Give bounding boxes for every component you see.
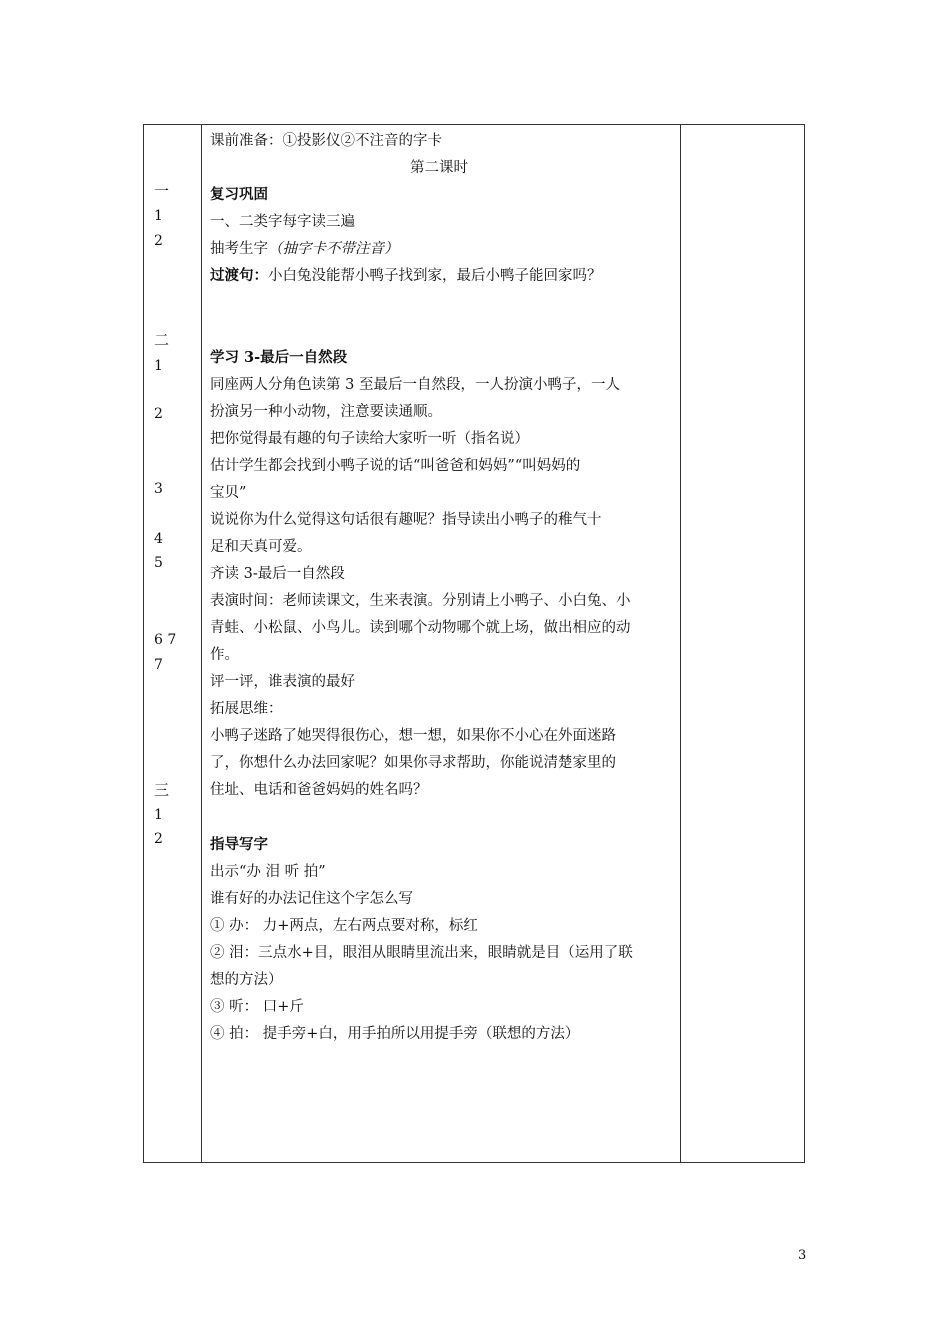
text-line: ② 泪：三点水+目，眼泪从眼睛里流出来，眼睛就是目（运用了联: [210, 945, 633, 961]
step-number: 1: [154, 807, 163, 823]
column-divider-right: [680, 125, 681, 1162]
step-number: 1: [154, 358, 163, 374]
transition-label: 过渡句：: [210, 267, 268, 284]
step-number: 2: [154, 233, 163, 249]
text-line: 小鸭子迷路了她哭得很伤心，想一想，如果你不小心在外面迷路: [210, 728, 616, 744]
text-line: 扮演另一种小动物，注意要读通顺。: [210, 404, 442, 420]
text-line: 住址、电话和爸爸妈妈的姓名吗？: [210, 782, 428, 798]
text-line: 拓展思维：: [210, 701, 283, 717]
page-number: 3: [798, 1248, 807, 1263]
text-line: 估计学生都会找到小鸭子说的话“叫爸爸和妈妈”“叫妈妈的: [210, 458, 581, 474]
italic-note: （抽字卡不带注音）: [268, 241, 399, 257]
text-line: ③ 听： 口+斤: [210, 999, 304, 1015]
step-number: 1: [154, 208, 163, 224]
writing-heading: 指导写字: [210, 836, 268, 853]
section-1-mark: 一: [154, 182, 170, 200]
lesson-title: 第二课时: [410, 160, 468, 176]
step-number: 3: [154, 481, 163, 497]
step-number: 2: [154, 406, 163, 422]
study-heading: 学习 3-最后一自然段: [210, 349, 348, 366]
step-number: 5: [154, 555, 163, 571]
transition-line: [210, 266, 602, 286]
text-line: ① 办： 力+两点，左右两点要对称，标红: [210, 918, 478, 934]
text-line: 出示“办 泪 听 拍”: [210, 864, 326, 880]
text-line: 青蛙、小松鼠、小鸟儿。读到哪个动物哪个就上场，做出相应的动: [210, 620, 631, 636]
step-number: 2: [154, 831, 163, 847]
text-line: 评一评，谁表演的最好: [210, 674, 355, 690]
text-line: [210, 239, 399, 259]
text-line: 说说你为什么觉得这句话很有趣呢？指导读出小鸭子的稚气十: [210, 512, 602, 528]
review-heading: 复习巩固: [210, 186, 268, 203]
text-line: 齐读 3-最后一自然段: [210, 566, 345, 582]
text-line: 足和天真可爱。: [210, 539, 312, 555]
column-divider-left: [201, 125, 202, 1162]
text-line: 一、二类字每字读三遍: [210, 214, 355, 230]
step-number: 7: [154, 657, 163, 673]
step-number: 6 7: [154, 632, 177, 648]
text-line: ④ 拍： 提手旁+白，用手拍所以用提手旁（联想的方法）: [210, 1026, 580, 1042]
text-line: 表演时间：老师读课文，生来表演。分别请上小鸭子、小白兔、小: [210, 593, 631, 609]
transition-text: 小白兔没能帮小鸭子找到家，最后小鸭子能回家吗？: [268, 268, 602, 284]
text-line: 同座两人分角色读第 3 至最后一自然段，一人扮演小鸭子，一人: [210, 377, 620, 393]
step-number: 4: [154, 531, 163, 547]
text-line: 了，你想什么办法回家呢？如果你寻求帮助，你能说清楚家里的: [210, 755, 616, 771]
text-line: 想的方法）: [210, 972, 283, 988]
step-number-column: [144, 125, 201, 1162]
section-2-mark: 二: [154, 331, 170, 349]
text-line: 宝贝”: [210, 485, 247, 501]
text-span: 抽考生字: [210, 241, 268, 257]
text-line: 把你觉得最有趣的句子读给大家听一听（指名说）: [210, 431, 529, 447]
text-line: 谁有好的办法记住这个字怎么写: [210, 891, 413, 907]
text-line: 作。: [210, 647, 239, 663]
section-3-mark: 三: [154, 781, 170, 799]
preparation-line: 课前准备：①投影仪②不注音的字卡: [210, 133, 442, 149]
